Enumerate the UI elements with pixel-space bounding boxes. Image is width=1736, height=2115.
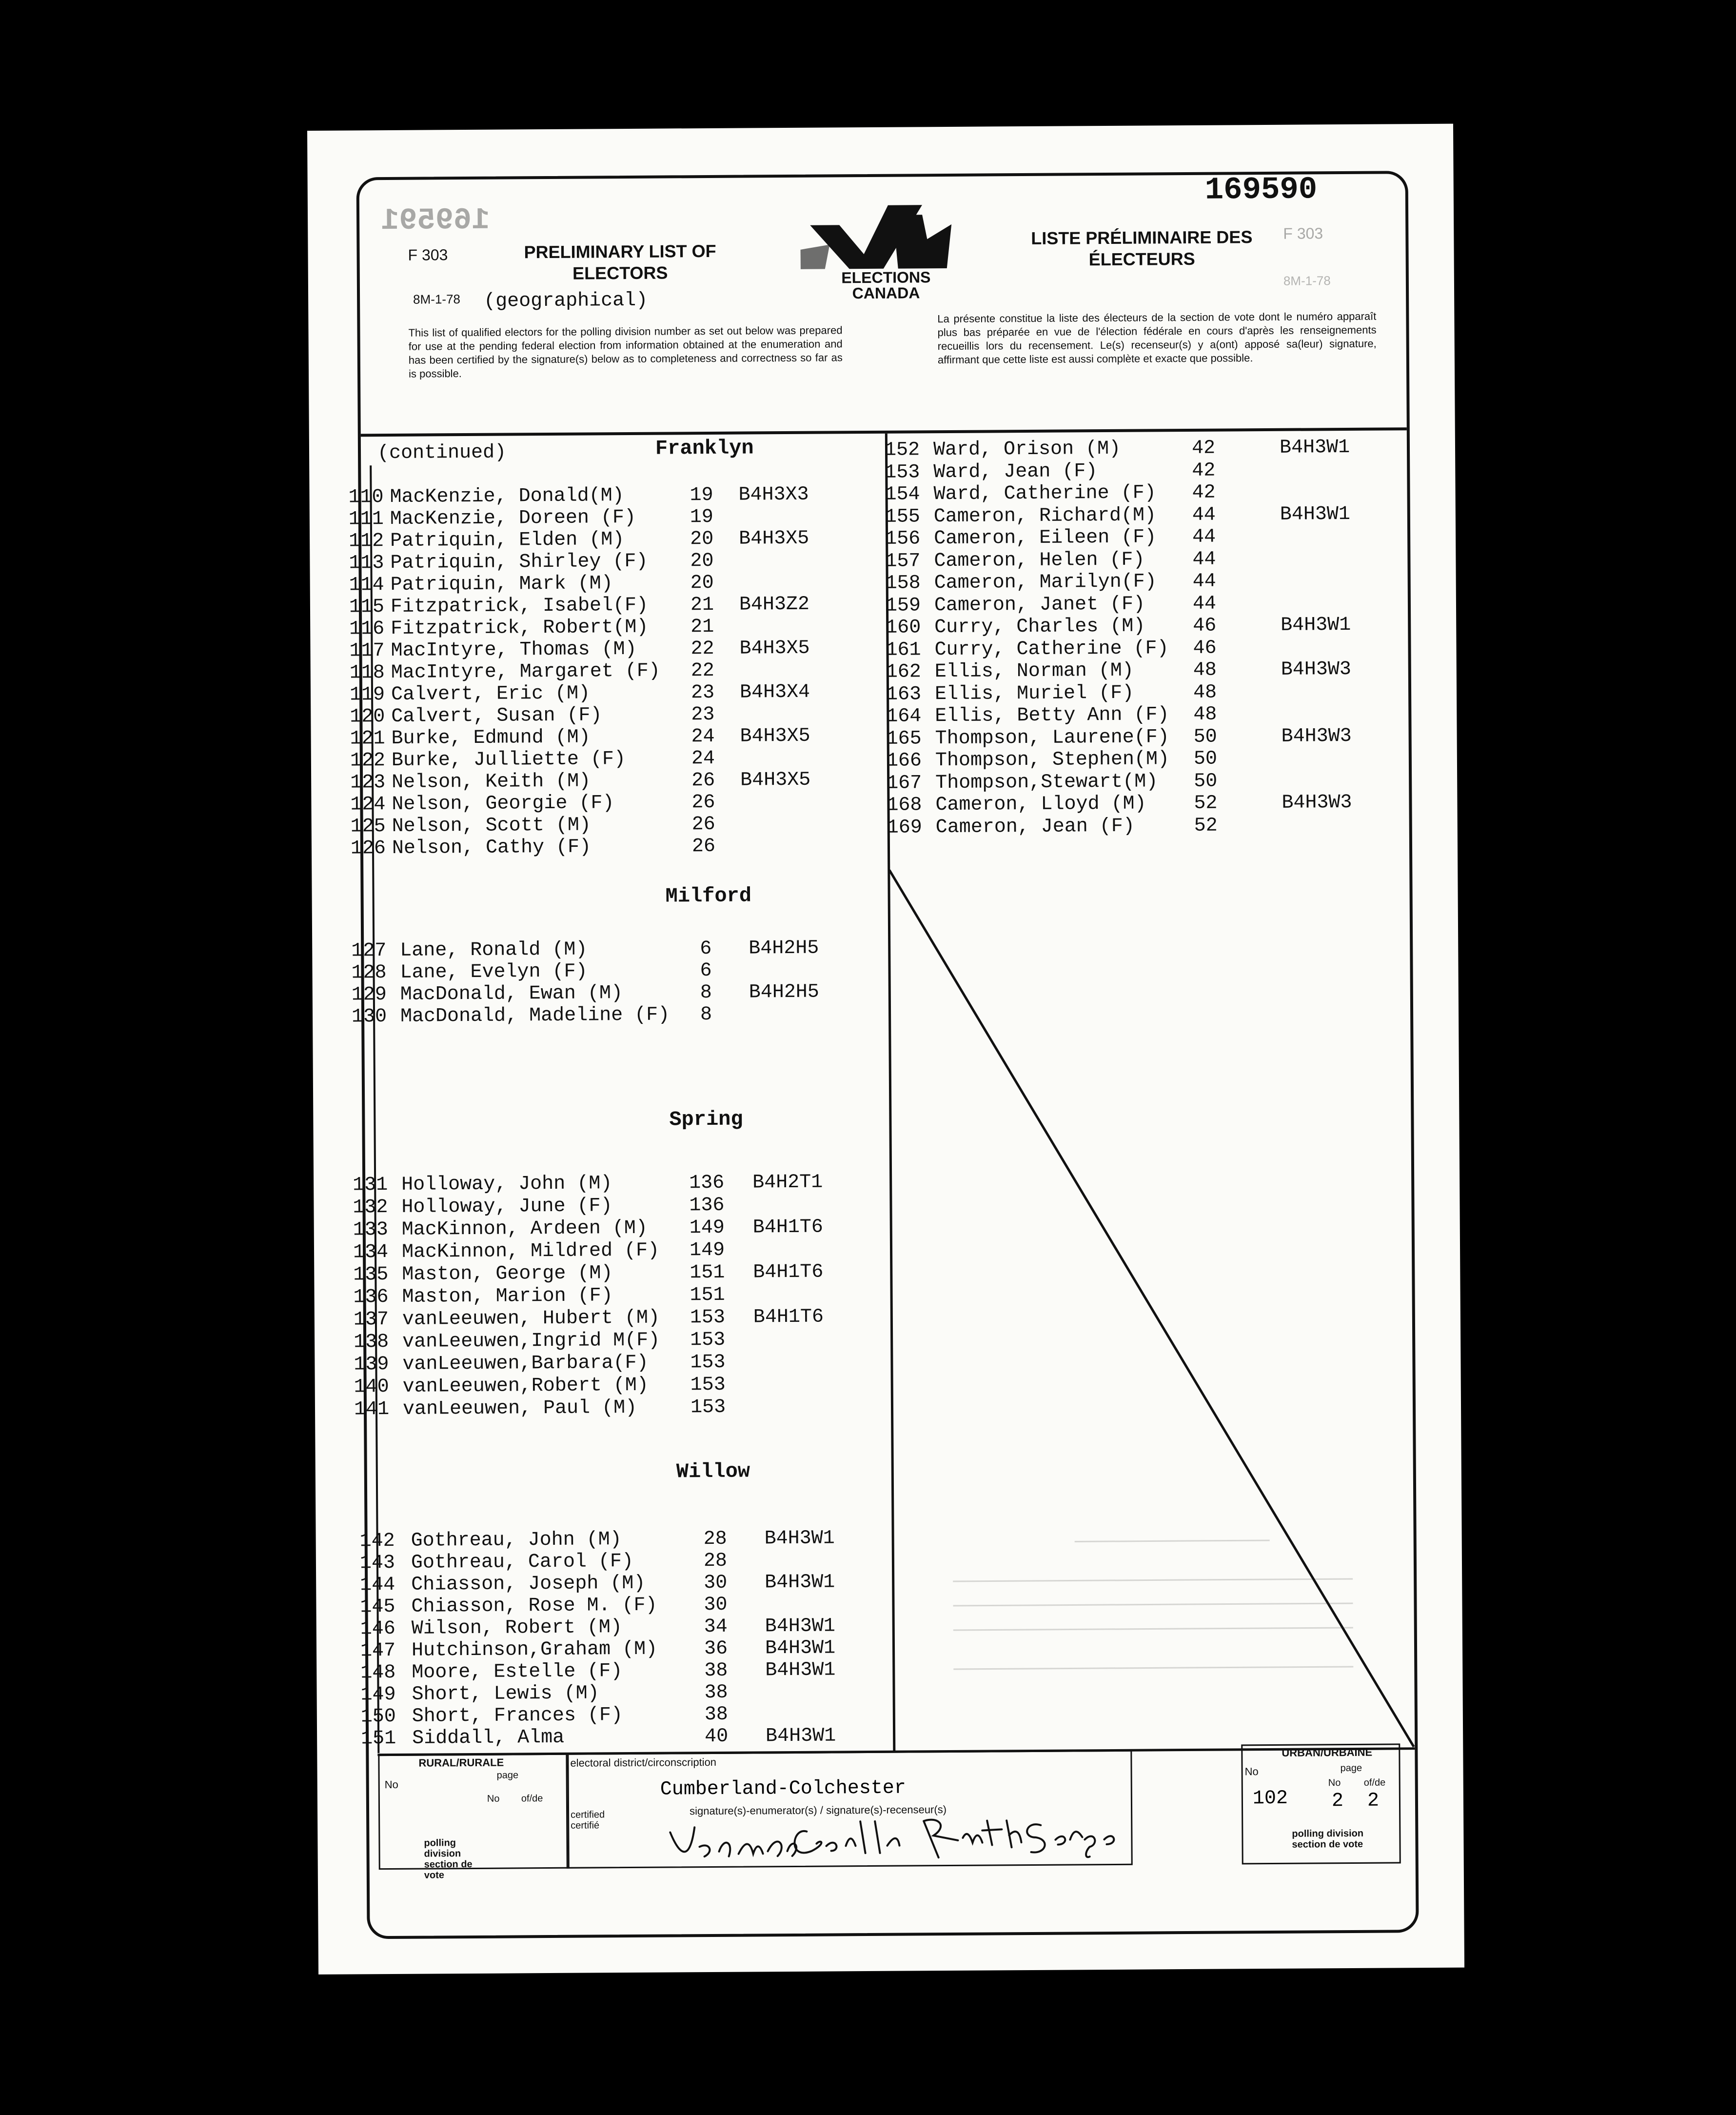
elector-number: 157 — [885, 550, 921, 573]
elector-number: 130 — [351, 1006, 387, 1028]
form-date: 8M-1-78 — [413, 292, 461, 307]
civic-number: 153 — [690, 1306, 726, 1329]
elector-name: Burke, Edmund (M) — [391, 726, 591, 750]
civic-number: 26 — [691, 769, 715, 792]
civic-number: 24 — [691, 747, 715, 770]
elector-name: vanLeeuwen,Barbara(F) — [402, 1352, 649, 1376]
bleed-through-oath — [904, 1520, 1392, 1708]
elector-number: 161 — [886, 638, 921, 661]
elector-name: Thompson,Stewart(M) — [935, 770, 1158, 794]
elector-number: 166 — [886, 750, 922, 772]
postal-code: B4H3W1 — [1279, 436, 1350, 459]
serial-number: 169590 — [1204, 172, 1318, 208]
elector-number: 153 — [885, 461, 920, 484]
civic-number: 46 — [1193, 637, 1217, 659]
civic-number: 44 — [1192, 593, 1217, 615]
elector-number: 138 — [354, 1331, 389, 1354]
rural-box — [378, 1754, 569, 1881]
electoral-district-label: electoral district/circonscription — [570, 1756, 717, 1769]
elector-number: 123 — [350, 772, 386, 794]
elector-number: 154 — [885, 483, 920, 506]
civic-number: 50 — [1194, 770, 1218, 793]
civic-number: 21 — [690, 594, 714, 617]
elector-name: Ward, Jean (F) — [933, 460, 1098, 483]
urban-label: URBAN/URBAINE — [1282, 1746, 1373, 1759]
elector-number: 149 — [360, 1683, 396, 1706]
postal-code: B4H3W1 — [765, 1637, 836, 1660]
signature-1 — [665, 1816, 909, 1864]
civic-number: 44 — [1192, 548, 1216, 571]
postal-code: B4H3W3 — [1282, 791, 1352, 814]
elector-name: Maston, George (M) — [402, 1262, 613, 1286]
elector-number: 110 — [348, 486, 384, 509]
elector-number: 127 — [351, 940, 387, 962]
postal-code: B4H3X5 — [738, 527, 809, 550]
elector-name: Calvert, Susan (F) — [391, 704, 602, 728]
elector-name: Holloway, John (M) — [401, 1173, 612, 1196]
civic-number: 48 — [1193, 659, 1217, 681]
mirror-serial-number: 169591 — [380, 202, 490, 239]
elector-name: Gothreau, John (M) — [411, 1529, 622, 1552]
civic-number: 153 — [690, 1351, 726, 1374]
civic-number: 36 — [704, 1637, 728, 1660]
postal-code: B4H3W1 — [764, 1527, 835, 1550]
civic-number: 52 — [1194, 815, 1218, 837]
page-of: 2 — [1367, 1790, 1380, 1812]
civic-number: 40 — [704, 1725, 729, 1748]
footer — [378, 1746, 1407, 1881]
elector-number: 120 — [350, 706, 385, 728]
elector-number: 114 — [349, 574, 384, 597]
elector-number: 147 — [360, 1639, 396, 1662]
elector-name: Cameron, Marilyn(F) — [934, 571, 1157, 595]
postal-code: B4H3W1 — [765, 1615, 835, 1638]
elector-name: Holloway, June (F) — [401, 1195, 612, 1218]
civic-number: 22 — [690, 638, 714, 660]
civic-number: 6 — [700, 959, 712, 982]
elector-number: 146 — [360, 1617, 395, 1640]
postal-code: B4H3W1 — [1280, 503, 1351, 526]
intro-text-en: This list of qualified electors for the polling division number as set out below was prepared for use at the pending federal election from information obtained at the enumeration and has been certified by the signature(s) below as to completeness and correctness so far as is possible. — [408, 324, 843, 380]
elector-number: 144 — [360, 1574, 395, 1596]
urban-no-label: No — [1244, 1765, 1259, 1778]
elector-name: Short, Lewis (M) — [412, 1682, 599, 1706]
civic-number: 149 — [689, 1239, 725, 1262]
district-box — [566, 1750, 1132, 1869]
elector-name: Ward, Orison (M) — [933, 438, 1121, 461]
elector-name: Burke, Julliette (F) — [391, 748, 626, 772]
elector-number: 141 — [354, 1398, 390, 1421]
urban-box — [1241, 1743, 1401, 1864]
elector-number: 122 — [350, 750, 386, 772]
civic-number: 50 — [1193, 748, 1218, 770]
header-divider — [361, 427, 1407, 437]
elector-number: 143 — [359, 1552, 395, 1575]
elector-number: 159 — [885, 594, 921, 617]
elector-number: 129 — [351, 984, 387, 1006]
signature-2 — [919, 1810, 1124, 1860]
elector-name: MacKenzie, Donald(M) — [390, 485, 624, 508]
elector-number: 142 — [359, 1530, 395, 1553]
elector-name: Thompson, Laurene(F) — [935, 726, 1169, 750]
document-page — [307, 124, 1464, 1975]
civic-number: 20 — [690, 550, 714, 573]
elector-name: Chiasson, Rose M. (F) — [411, 1594, 657, 1618]
elector-number: 169 — [887, 816, 922, 839]
civic-number: 44 — [1192, 526, 1216, 548]
elector-number: 140 — [354, 1376, 389, 1398]
civic-number: 46 — [1193, 615, 1217, 637]
elector-name: MacIntyre, Thomas (M) — [391, 638, 637, 662]
elector-number: 165 — [886, 727, 922, 750]
elector-number: 152 — [884, 439, 920, 461]
elector-name: Curry, Charles (M) — [934, 615, 1145, 639]
elector-number: 156 — [885, 528, 921, 550]
polling-number: 102 — [1252, 1787, 1288, 1810]
elector-number: 111 — [348, 508, 384, 531]
elector-name: Lane, Evelyn (F) — [400, 960, 588, 984]
elector-number: 148 — [360, 1661, 396, 1684]
civic-number: 23 — [691, 703, 715, 726]
civic-number: 136 — [689, 1194, 725, 1217]
elector-number: 136 — [353, 1286, 389, 1309]
elector-name: MacDonald, Madeline (F) — [400, 1004, 670, 1028]
postal-code: B4H3X5 — [739, 637, 810, 660]
title-fr: LISTE PRÉLIMINAIRE DES ÉLECTEURS — [1031, 227, 1253, 270]
rural-no-label: No — [384, 1778, 398, 1791]
postal-code: B4H2H5 — [749, 937, 819, 960]
postal-code: B4H1T6 — [753, 1261, 824, 1284]
elector-number: 158 — [885, 572, 921, 595]
elector-name: Ellis, Norman (M) — [934, 659, 1134, 683]
elector-number: 113 — [349, 552, 384, 575]
elector-name: MacKinnon, Mildred (F) — [401, 1239, 660, 1263]
elector-name: MacKinnon, Ardeen (M) — [401, 1217, 648, 1241]
elector-number: 145 — [360, 1596, 395, 1618]
continued-label: (continued) — [377, 441, 507, 465]
elector-name: Cameron, Jean (F) — [935, 815, 1135, 838]
civic-number: 6 — [700, 938, 712, 960]
elector-number: 133 — [353, 1219, 388, 1241]
elector-name: Lane, Ronald (M) — [400, 938, 588, 962]
elector-name: Cameron, Richard(M) — [933, 504, 1157, 528]
elector-number: 125 — [350, 816, 386, 838]
civic-number: 20 — [690, 528, 714, 551]
elector-name: Fitzpatrick, Isabel(F) — [390, 594, 649, 618]
postal-code: B4H1T6 — [753, 1306, 824, 1329]
elector-name: Fitzpatrick, Robert(M) — [391, 616, 649, 640]
civic-number: 38 — [704, 1681, 728, 1704]
elector-name: MacKenzie, Doreen (F) — [390, 506, 636, 530]
rural-no2-label: No — [487, 1793, 500, 1804]
elector-number: 121 — [350, 728, 385, 750]
civic-number: 19 — [690, 484, 713, 507]
postal-code: B4H3X5 — [740, 725, 810, 748]
elector-name: Hutchinson,Graham (M) — [411, 1638, 658, 1662]
elector-number: 118 — [349, 662, 385, 684]
civic-number: 42 — [1191, 437, 1216, 459]
elector-name: Ward, Catherine (F) — [933, 482, 1156, 506]
civic-number: 153 — [690, 1329, 726, 1352]
elector-name: Maston, Marion (F) — [402, 1285, 613, 1308]
elector-number: 128 — [351, 962, 387, 984]
civic-number: 26 — [691, 791, 715, 814]
subtitle: (geographical) — [484, 289, 648, 313]
civic-number: 52 — [1194, 792, 1218, 815]
civic-number: 44 — [1192, 504, 1216, 526]
elector-number: 164 — [886, 705, 922, 728]
elector-name: Nelson, Georgie (F) — [392, 792, 614, 816]
elector-name: Patriquin, Shirley (F) — [390, 550, 648, 574]
urban-of-label: of/de — [1363, 1777, 1386, 1788]
elector-number: 115 — [349, 596, 385, 619]
section-heading-willow: Willow — [676, 1459, 750, 1484]
form-date-fr: 8M-1-78 — [1283, 273, 1331, 288]
civic-number: 136 — [689, 1172, 725, 1195]
elector-number: 131 — [353, 1174, 388, 1197]
postal-code: B4H3X5 — [740, 769, 811, 792]
logo-text: ELECTIONS CANADA — [841, 268, 931, 302]
section-heading-spring: Spring — [669, 1107, 743, 1132]
civic-number: 8 — [700, 981, 712, 1004]
postal-code: B4H3W3 — [1281, 658, 1351, 681]
elector-name: MacIntyre, Margaret (F) — [391, 660, 661, 684]
right-column — [885, 436, 1404, 878]
civic-number: 44 — [1192, 570, 1216, 593]
postal-code: B4H3W1 — [765, 1571, 835, 1594]
elector-name: vanLeeuwen, Hubert (M) — [402, 1307, 660, 1331]
elector-name: MacDonald, Ewan (M) — [400, 982, 623, 1006]
postal-code: B4H1T6 — [752, 1216, 823, 1239]
section-heading-franklyn: Franklyn — [655, 436, 754, 460]
elector-name: Wilson, Robert (M) — [411, 1616, 622, 1640]
rural-page-label: page — [496, 1770, 519, 1781]
elector-number: 116 — [349, 618, 385, 640]
elector-name: Cameron, Helen (F) — [934, 549, 1145, 572]
elector-number: 126 — [350, 838, 386, 860]
civic-number: 153 — [690, 1396, 726, 1419]
elector-number: 155 — [885, 505, 921, 528]
civic-number: 26 — [691, 835, 716, 858]
civic-number: 50 — [1193, 726, 1217, 748]
elector-number: 151 — [361, 1727, 396, 1750]
intro-text-fr: La présente constitue la liste des électeurs de la section de vote dont le numéro apparaît plus bas préparée en vue de l'élection fédérale en cours d'après les renseignements recueillis lors du recensement. Le(s) recenseur(s) y a(ont) apposé sa(leur) signature, affirmant que cette liste est aussi complète et exacte que possible. — [937, 310, 1377, 366]
elector-number: 168 — [887, 794, 922, 817]
civic-number: 23 — [690, 681, 715, 704]
elector-name: Moore, Estelle (F) — [412, 1660, 623, 1684]
postal-code: B4H3W1 — [765, 1659, 836, 1682]
rural-polling-label: polling division section de vote — [424, 1837, 473, 1881]
elector-number: 162 — [886, 661, 921, 683]
postal-code: B4H3Z2 — [739, 593, 810, 616]
civic-number: 38 — [704, 1703, 729, 1726]
left-column — [348, 436, 883, 1750]
elector-name: vanLeeuwen,Robert (M) — [402, 1374, 649, 1398]
postal-code: B4H2T1 — [752, 1171, 823, 1194]
form-number-fr: F 303 — [1283, 224, 1323, 242]
civic-number: 151 — [690, 1261, 725, 1284]
civic-number: 151 — [690, 1284, 725, 1307]
civic-number: 30 — [704, 1572, 728, 1595]
postal-code: B4H3X4 — [739, 681, 810, 704]
elector-name: Thompson, Stephen(M) — [935, 748, 1170, 772]
elector-number: 167 — [887, 772, 922, 795]
postal-code: B4H2H5 — [749, 981, 819, 1004]
elector-name: Short, Frances (F) — [412, 1704, 623, 1728]
district-name: Cumberland-Colchester — [660, 1777, 907, 1801]
civic-number: 48 — [1193, 703, 1217, 726]
form-number: F 303 — [408, 246, 448, 264]
elector-number: 135 — [353, 1264, 389, 1286]
title-en: PRELIMINARY LIST OF ELECTORS — [524, 240, 716, 283]
urban-page-label: page — [1340, 1762, 1362, 1774]
elector-name: vanLeeuwen,Ingrid M(F) — [402, 1329, 660, 1353]
elector-name: Nelson, Keith (M) — [392, 770, 591, 794]
elector-number: 150 — [360, 1705, 396, 1728]
civic-number: 24 — [691, 725, 715, 748]
elector-name: Cameron, Janet (F) — [934, 593, 1145, 617]
elector-number: 124 — [350, 794, 386, 816]
civic-number: 28 — [703, 1550, 728, 1573]
civic-number: 28 — [703, 1528, 727, 1551]
page-number: 2 — [1331, 1790, 1344, 1813]
elector-number: 160 — [886, 617, 921, 639]
signature-label: signature(s)-enumerator(s) / signature(s)-recenseur(s) — [689, 1803, 947, 1817]
elector-name: Cameron, Lloyd (M) — [935, 793, 1146, 817]
elector-number: 117 — [349, 640, 385, 662]
civic-number: 34 — [704, 1616, 728, 1638]
civic-number: 22 — [690, 659, 714, 682]
urban-no2-label: No — [1328, 1777, 1341, 1789]
civic-number: 153 — [690, 1374, 726, 1397]
civic-number: 20 — [690, 572, 714, 595]
elector-name: Calvert, Eric (M) — [391, 682, 591, 706]
elector-name: Siddall, Alma — [412, 1726, 565, 1750]
civic-number: 19 — [690, 506, 714, 529]
elector-name: Cameron, Eileen (F) — [933, 526, 1157, 550]
section-heading-milford: Milford — [665, 884, 752, 908]
elector-number: 132 — [353, 1197, 388, 1219]
elector-name: Curry, Catherine (F) — [934, 637, 1169, 661]
postal-code: B4H3X3 — [738, 483, 809, 506]
elector-name: Chiasson, Joseph (M) — [411, 1572, 646, 1596]
elector-name: Patriquin, Elden (M) — [390, 529, 625, 552]
civic-number: 26 — [691, 813, 715, 836]
civic-number: 38 — [704, 1659, 728, 1682]
elector-name: Nelson, Cathy (F) — [392, 836, 592, 859]
civic-number: 30 — [704, 1594, 728, 1616]
elector-number: 163 — [886, 683, 922, 706]
elector-name: Gothreau, Carol (F) — [411, 1550, 634, 1574]
civic-number: 48 — [1193, 681, 1217, 704]
elector-number: 137 — [353, 1309, 389, 1331]
postal-code: B4H3W1 — [1281, 614, 1351, 637]
certified-label: certified certifié — [571, 1809, 605, 1831]
elector-name: Patriquin, Mark (M) — [390, 573, 613, 596]
postal-code: B4H3W1 — [765, 1725, 836, 1748]
civic-number: 8 — [700, 1003, 712, 1026]
elector-name: Nelson, Scott (M) — [392, 814, 591, 838]
civic-number: 42 — [1192, 481, 1216, 504]
civic-number: 149 — [689, 1217, 725, 1239]
postal-code: B4H3W3 — [1281, 725, 1352, 748]
elector-number: 139 — [354, 1354, 389, 1376]
rural-label: RURAL/RURALE — [418, 1756, 504, 1769]
elector-number: 134 — [353, 1241, 389, 1264]
elector-name: Ellis, Betty Ann (F) — [935, 704, 1169, 728]
civic-number: 42 — [1192, 459, 1216, 482]
elector-number: 119 — [349, 684, 385, 706]
civic-number: 21 — [690, 616, 714, 638]
rural-of-label: of/de — [521, 1793, 543, 1804]
urban-polling-label: polling division section de vote — [1292, 1828, 1364, 1850]
elector-name: vanLeeuwen, Paul (M) — [402, 1397, 637, 1420]
elector-number: 112 — [349, 530, 384, 553]
elector-name: Ellis, Muriel (F) — [934, 682, 1134, 705]
